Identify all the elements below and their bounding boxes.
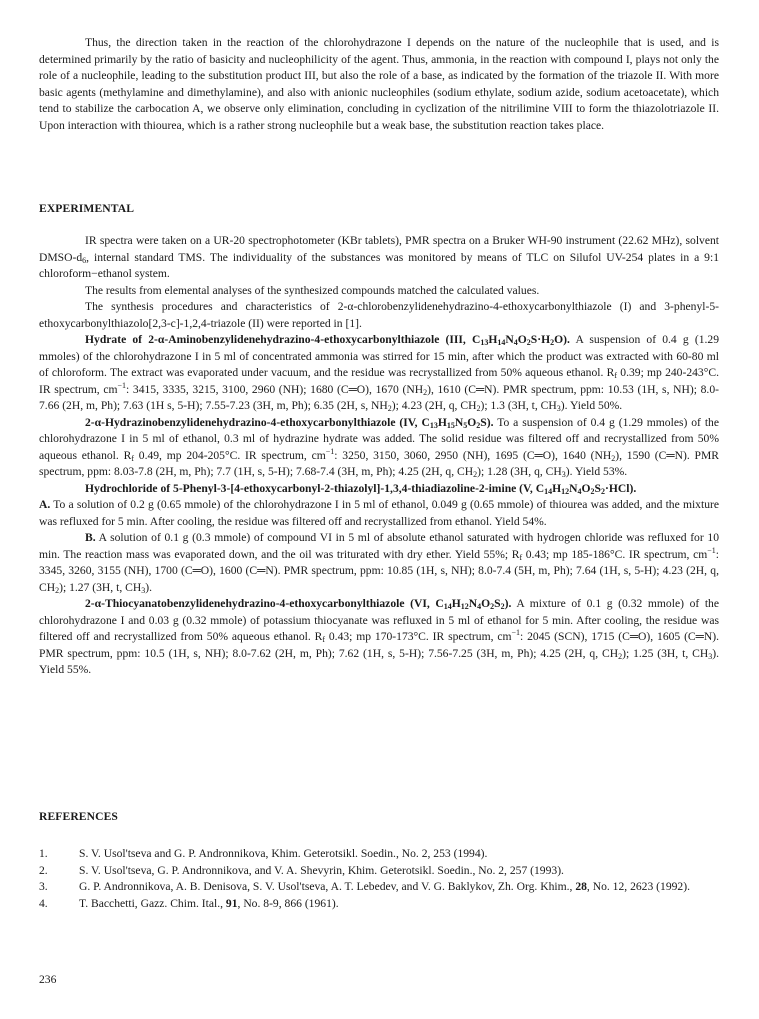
- compound-vi-paragraph: 2-α-Thiocyanatobenzylidenehydrazino-4-ethoxycarbonylthiazole (VI, $C_{14}H_{12}N_4O_2S_2$). A mixture of 0.1 g (0.32 mmole) of the chlorohydrazone I and 0.03 g (0.32 mmole) of potassium thiocyanate was refluxed in 5 ml of ethanol for 5 min. After cooling, the residue was filtered off and recrystallized from 50% aqueous ethanol. $R_f$ 0.43; mp 170-173°C. IR spectrum, $cm^{-1}$: 2045 (SCN), 1715 (C═O), 1605 (C═N). PMR spectrum, ppm: 10.5 (1H, s, NH); 8.0-7.62 (2H, m, Ph); 7.62 (1H, s, 5-H); 7.56-7.25 (3H, m, Ph); 4.25 (2H, q, $CH_2$); 1.25 (3H, t, $CH_3$). Yield 55%.: [39, 597, 720, 676]
- reference-text: T. Bacchetti, Gazz. Chim. Ital., 91, No. 8-9, 866 (1961).: [79, 896, 339, 910]
- experimental-body: [39, 233, 719, 679]
- compound-v-title-paragraph: [39, 481, 719, 498]
- references-list: [39, 846, 719, 912]
- intro-paragraph: Thus, the direction taken in the reaction of the chlorohydrazone I depends on the nature of the nucleophile that is used, and is determined primarily by the ratio of basicity and nucleophilicity of the agent. Thus, ammonia, in the reaction with compound I, plays not only the role of a nucleophile, leading to the substitution product III, but also the role of a base, as indicated by the formation of the triazole II. With more basic agents (methylamine and dimethylamine), and also with anionic nucleophiles (sodium ethylate, sodium azide, sodium acetoacetate), which tend to stabilize the carbocation A, we observe only elimination, concluding in cyclization of the nitrilimine VIII to form the thiazolotriazole II. Upon interaction with thiourea, which is a rather strong nucleophile but a weak base, the substitution reaction takes place.: [39, 36, 719, 132]
- reference-number: 2.: [39, 863, 48, 877]
- reference-text: S. V. Usol'tseva and G. P. Andronnikova, Khim. Geterotsikl. Soedin., No. 2, 253 (1994).: [79, 847, 488, 860]
- reference-number: 1.: [39, 847, 48, 860]
- compound-iii-paragraph: Hydrate of 2-α-Aminobenzylidenehydrazino-4-ethoxycarbonylthiazole (III, $C_{13}H_{14}N_4O_2S\cdot H_2O$). A suspension of 0.4 g (1.29 mmoles) of the chlorohydrazone I in 5 ml of concentrated ammonia was stirred for 15 min, after which the product was extracted with 60-80 ml of chloroform. The extract was evaporated under vacuum, and the residue was recrystallized from 50% aqueous ethanol. $R_f$ 0.39; mp 240-243°C. IR spectrum, $cm^{-1}$: 3415, 3335, 3215, 3100, 2960 (NH); 1680 (C═O), 1670 $(NH_2)$, 1610 (C═N). PMR spectrum, ppm: 10.53 (1H, s, NH); 8.0-7.66 (2H, m, Ph); 7.63 (1H s, 5-H); 7.55-7.23 (3H, m, Ph); 6.35 (2H, s, $NH_2$); 4.23 (2H, q, $CH_2$); 1.3 (3H, t, $CH_3$). Yield 50%.: [39, 333, 720, 413]
- reference-number: 4.: [39, 896, 48, 910]
- reference-item: [39, 846, 719, 863]
- reference-item: [39, 896, 719, 913]
- page-number: 236: [39, 973, 57, 986]
- experimental-section: [39, 201, 719, 218]
- compound-iii-title: Hydrate of 2-α-Aminobenzylidenehydrazino-4-ethoxycarbonylthiazole (III, $C_{13}H_{14}N_4O_2S\cdot H_2O$).: [85, 333, 570, 347]
- compound-v-method-b: B. A solution of 0.1 g (0.3 mmole) of compound VI in 5 ml of absolute ethanol saturated with hydrogen chloride was refluxed for 10 min. The reaction mass was evaporated down, and the oil was triturated with dry ether. Yield 55%; $R_f$ 0.43; mp 185-186°C. IR spectrum, $cm^{-1}$: 3345, 3260, 3155 (NH), 1700 (C═O), 1600 (C═N). PMR spectrum, ppm: 10.85 (1H, s, NH); 8.0-7.4 (5H, m, Ph); 7.64 (1H, s, 5-H); 4.23 (2H, q, $CH_2$); 1.27 (3H, t, $CH_3$).: [39, 531, 719, 595]
- reference-number: 3.: [39, 880, 48, 893]
- references-list-container: [39, 846, 719, 912]
- reference-item: [39, 863, 719, 880]
- compound-iv-title: 2-α-Hydrazinobenzylidenehydrazino-4-ethoxycarbonylthiazole (IV, $C_{13}H_{15}N_5O_2S$).: [85, 415, 494, 430]
- experimental-paragraph-instruments: IR spectra were taken on a UR-20 spectrophotometer (KBr tablets), PMR spectra on a Bruker WH-90 instrument (22.62 MHz), solvent DMSO-$d_6$, internal standard TMS. The individuality of the substances was monitored by means of TLC on Silufol UV-254 plates in a 9:1 chloroform−ethanol system.: [39, 234, 719, 280]
- experimental-paragraph-analyses: The results from elemental analyses of the synthesized compounds matched the calculated values.: [85, 283, 540, 297]
- experimental-heading: EXPERIMENTAL: [39, 202, 135, 215]
- reference-text: S. V. Usol'tseva, G. P. Andronnikova, and V. A. Shevyrin, Khim. Geterotsikl. Soedin., No. 2, 257 (1993).: [79, 863, 564, 877]
- reference-item: [39, 879, 719, 896]
- compound-v-title: Hydrochloride of 5-Phenyl-3-[4-ethoxycarbonyl-2-thiazolyl]-1,3,4-thiadiazoline-2-imine (V, $C_{14}H_{12}N_4O_2S_2\cdot HCl$).: [85, 481, 637, 496]
- compound-vi-title: 2-α-Thiocyanatobenzylidenehydrazino-4-ethoxycarbonylthiazole (VI, $C_{14}H_{12}N_4O_2S_2$).: [85, 597, 512, 611]
- reference-text: G. P. Andronnikova, A. B. Denisova, S. V. Usol'tseva, A. T. Lebedev, and V. G. Baklykov, Zh. Org. Khim., 28, No. 12, 2623 (1992).: [79, 880, 690, 893]
- compound-iv-paragraph: 2-α-Hydrazinobenzylidenehydrazino-4-ethoxycarbonylthiazole (IV, $C_{13}H_{15}N_5O_2S$). To a suspension of 0.4 g (1.29 mmoles) of the chlorohydrazone I in 5 ml of ethanol, 0.3 ml of hydrazine hydrate was added. The solid residue was filtered off and recrystallized from 50% aqueous ethanol. $R_f$ 0.49, mp 204-205°C. IR spectrum, $cm^{-1}$: 3250, 3150, 3060, 2950 (NH), 1695 (C═O), 1640 $(NH_2)$, 1590 (C═N). PMR spectrum, ppm: 8.03-7.8 (2H, m, Ph); 7.7 (1H, s, 5-H); 7.68-7.4 (3H, m, Ph); 4.25 (2H, q, $CH_2$); 1.28 (3H, q, $CH_3$). Yield 53%.: [39, 415, 719, 479]
- references-heading: REFERENCES: [39, 810, 118, 823]
- references-section: [39, 809, 719, 826]
- compound-v-method-a: A. To a solution of 0.2 g (0.65 mmole) of the chlorohydrazone I in 5 ml of ethanol, 0.049 g (0.65 mmole) of thiourea was added, and the mixture was refluxed for 5 min. After cooling, the residue was filtered off and recrystallized from ethanol. Yield 54%.: [39, 498, 719, 528]
- experimental-paragraph-references: The synthesis procedures and characteristics of 2-α-chlorobenzylidenehydrazino-4-ethoxycarbonylthiazole (I) and 3-phenyl-5-ethoxycarbonylthiazolo[2,3-c]-1,2,4-triazole (II) were reported in [1].: [39, 300, 719, 330]
- intro-section: [39, 35, 719, 134]
